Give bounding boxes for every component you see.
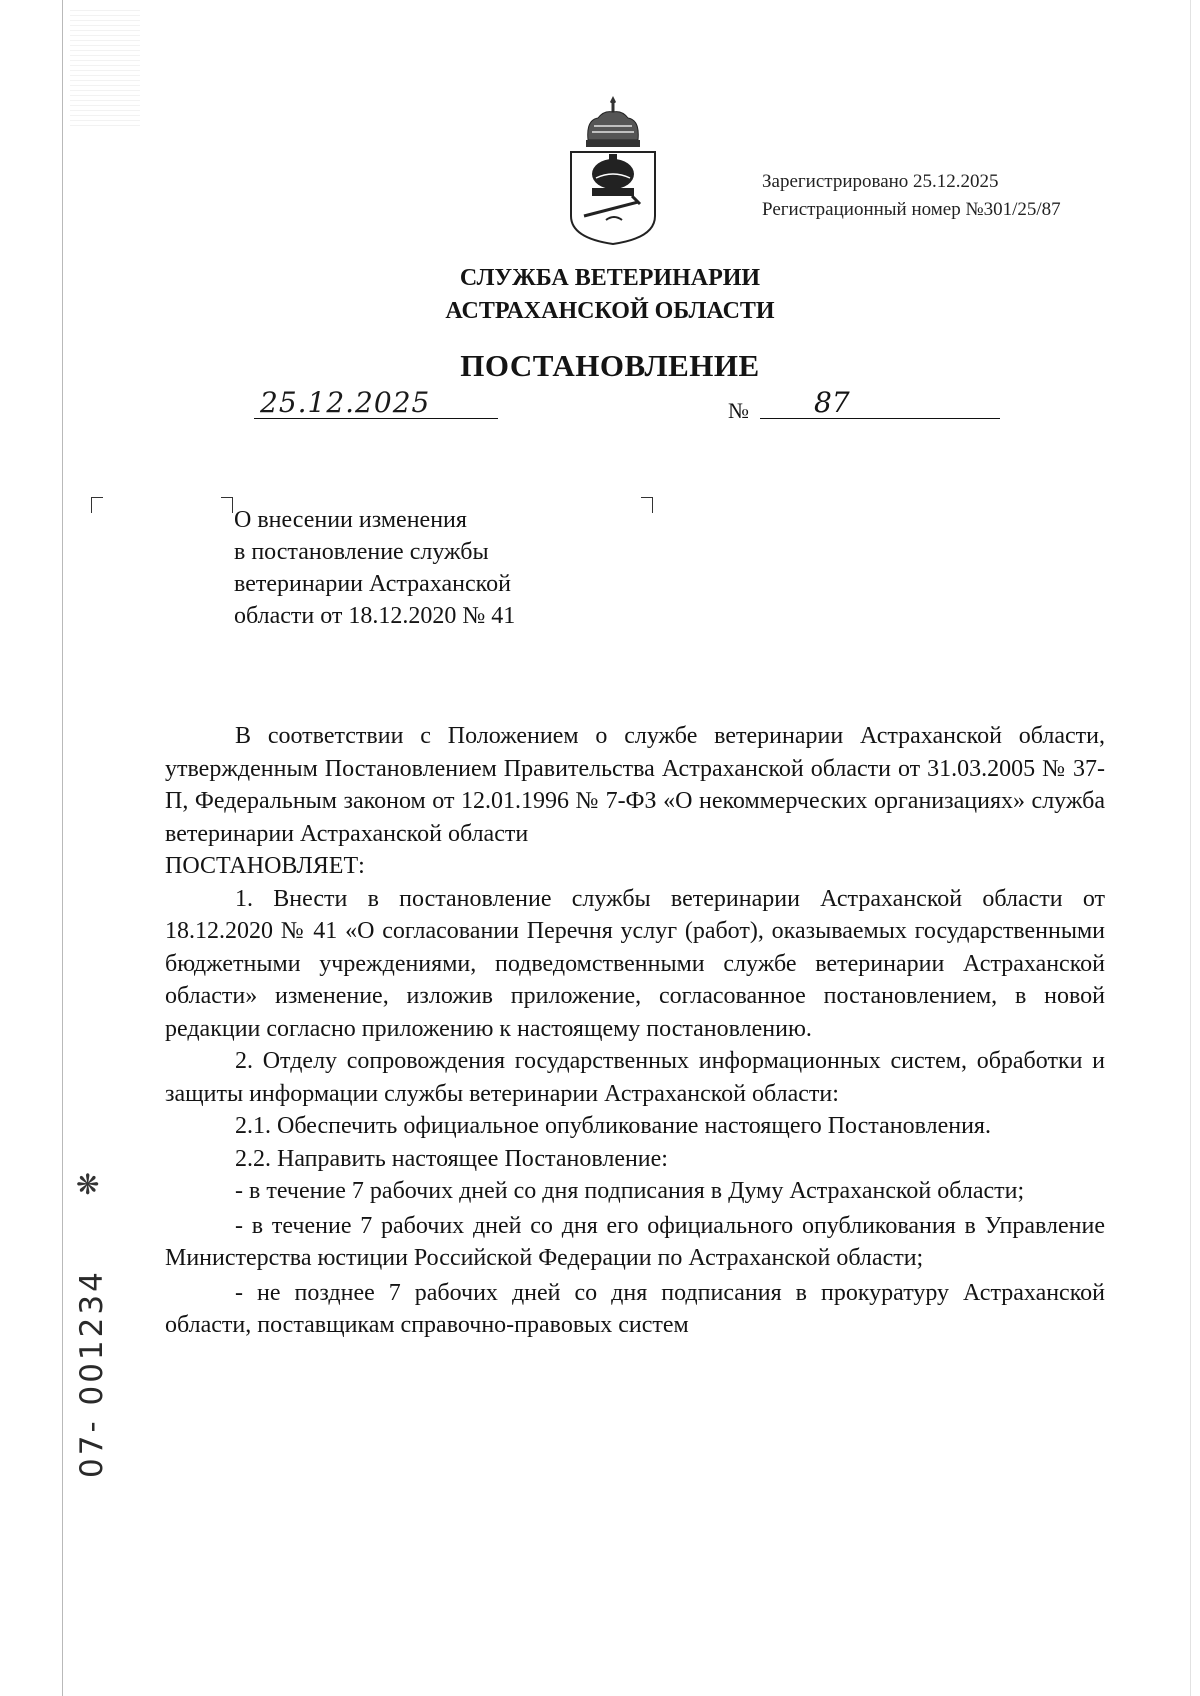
registration-block xyxy=(762,168,1061,224)
page-scan-edge-right xyxy=(1190,0,1191,1696)
bullet-duma: - в течение 7 рабочих дней со дня подписания в Думу Астраханской области; xyxy=(235,1178,1025,1204)
agency-name-line1: СЛУЖБА ВЕТЕРИНАРИИ xyxy=(459,265,761,291)
registration-date: Зарегистрировано 25.12.2025 xyxy=(762,171,999,192)
document-body xyxy=(165,720,1105,1342)
item-2-1-paragraph: 2.1. Обеспечить официальное опубликование настоящего Постановления. xyxy=(235,1113,991,1139)
document-date: 25.12.2025 xyxy=(260,386,431,419)
margin-stamp-number: 07- 001234 xyxy=(74,1269,110,1478)
resolves-heading: ПОСТАНОВЛЯЕТ: xyxy=(165,853,365,879)
number-underline xyxy=(760,418,1000,419)
corner-mark-left xyxy=(91,497,103,513)
preamble-paragraph: В соответствии с Положением о службе ветеринарии Астраханской области, утвержденным Постановлением Правительства Астраханской области от 31.03.2005 № 37-П, Федеральным законом от 12.01.1996 № 7-ФЗ «О некоммерческих организациях» служба ветеринарии Астраханской области xyxy=(165,723,1105,847)
document-number: 87 xyxy=(814,386,850,419)
corner-mark-subject-right xyxy=(641,497,653,513)
subject-line: О внесении изменения xyxy=(234,507,467,533)
registration-number: Регистрационный номер №301/25/87 xyxy=(762,199,1061,220)
margin-stamp-mark: ❋ xyxy=(76,1168,100,1201)
corner-mark-subject-left xyxy=(221,497,233,513)
document-type-title: ПОСТАНОВЛЕНИЕ xyxy=(460,348,760,383)
item-1-paragraph: 1. Внести в постановление службы ветеринарии Астраханской области от 18.12.2020 № 41 «О согласовании Перечня услуг (работ), оказываемых государственными бюджетными учреждениями, подведомственными службе ветеринарии Астраханской области» изменение, изложив приложение, согласованное постановлением, в новой редакции согласно приложению к настоящему постановлению. xyxy=(165,885,1105,1042)
bullet-ministry-of-justice: - в течение 7 рабочих дней со дня его официального опубликования в Управление Министерства юстиции Российской Федерации по Астраханской области; xyxy=(165,1212,1105,1271)
subject-line: ветеринарии Астраханской xyxy=(234,571,511,597)
document-subject xyxy=(234,504,515,632)
number-sign: № xyxy=(728,398,749,423)
scan-noise xyxy=(70,10,140,130)
bullet-prosecutor: - не позднее 7 рабочих дней со дня подписания в прокуратуру Астраханской области, поставщикам справочно-правовых систем xyxy=(165,1279,1105,1338)
agency-name-line2: АСТРАХАНСКОЙ ОБЛАСТИ xyxy=(445,298,775,324)
subject-line: в постановление службы xyxy=(234,539,489,565)
agency-name xyxy=(0,262,1200,328)
item-2-2-paragraph: 2.2. Направить настоящее Постановление: xyxy=(235,1145,668,1172)
subject-line: области от 18.12.2020 № 41 xyxy=(234,603,516,629)
item-2-paragraph: 2. Отделу сопровождения государственных информационных систем, обработки и защиты информации службы ветеринарии Астраханской области: xyxy=(165,1048,1105,1107)
coat-of-arms-icon xyxy=(566,96,660,246)
page-scan-edge xyxy=(62,0,63,1696)
